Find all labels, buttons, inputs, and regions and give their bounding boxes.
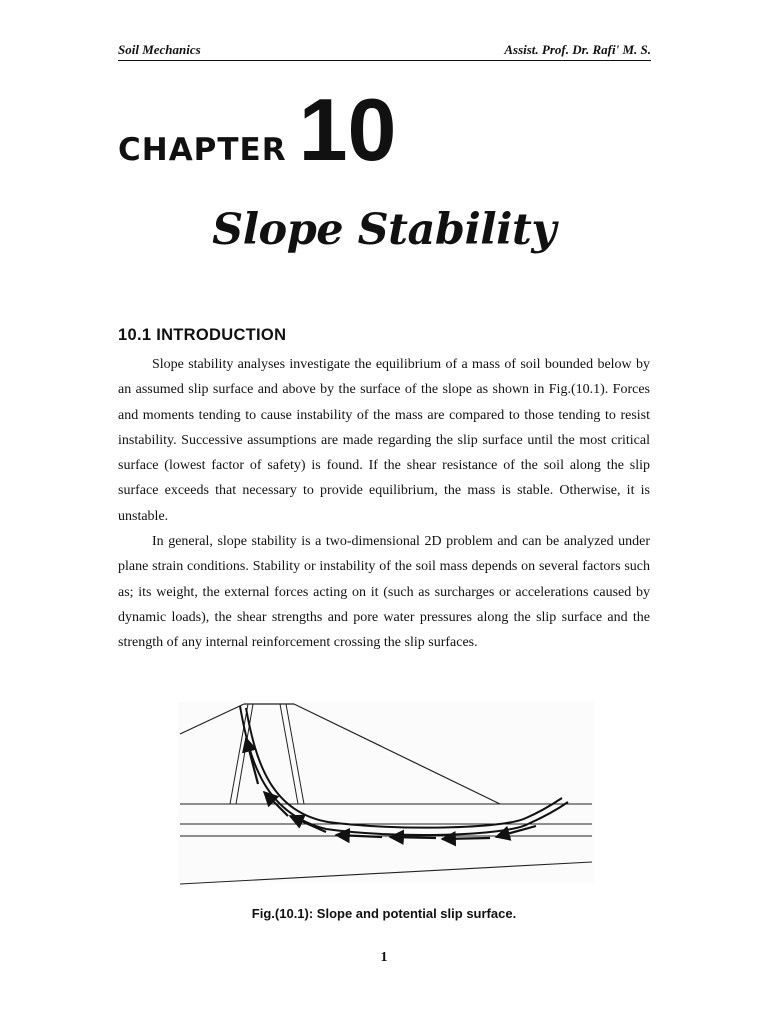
paragraph-2: In general, slope stability is a two-dimensional 2D problem and can be analyzed under plane strain conditions. Stability or instability of the soil mass depends on several factors such as; its weight, the external forces acting on it (such as surcharges or accelerations caused by dynamic loads), the shear strengths and pore water pressures along the slip surface and the strength of any internal reinforcement crossing the slip surfaces. (118, 534, 650, 651)
figure-caption: Fig.(10.1): Slope and potential slip surface. (251, 906, 517, 921)
header-course-title: Soil Mechanics (118, 42, 201, 57)
chapter-label: CHAPTER (118, 132, 287, 168)
section-heading: 10.1 INTRODUCTION (118, 326, 287, 344)
page-header (118, 42, 651, 61)
chapter-title: Slope Stability (212, 205, 556, 255)
slip-arrow-5 (390, 837, 436, 838)
slope-slip-surface-figure (176, 694, 596, 890)
section-body (118, 352, 650, 656)
header-author: Assist. Prof. Dr. Rafi' M. S. (504, 42, 651, 57)
paragraph-1: Slope stability analyses investigate the equilibrium of a mass of soil bounded below by an assumed slip surface and above by the surface of the slope as shown in Fig.(10.1). Forces and moments tending to cause instability of the mass are compared to those tending to resist instability. Successive assumptions are made regarding the slip surface until the most critical surface (lowest factor of safety) is found. If the shear resistance of the soil along the slip surface exceeds that necessary to provide equilibrium, the mass is stable. Otherwise, it is unstable. (118, 357, 650, 524)
page-number: 1 (380, 950, 388, 965)
slip-arrow-6 (442, 838, 490, 839)
chapter-number: 10 (298, 80, 397, 179)
chapter-heading (118, 80, 397, 179)
